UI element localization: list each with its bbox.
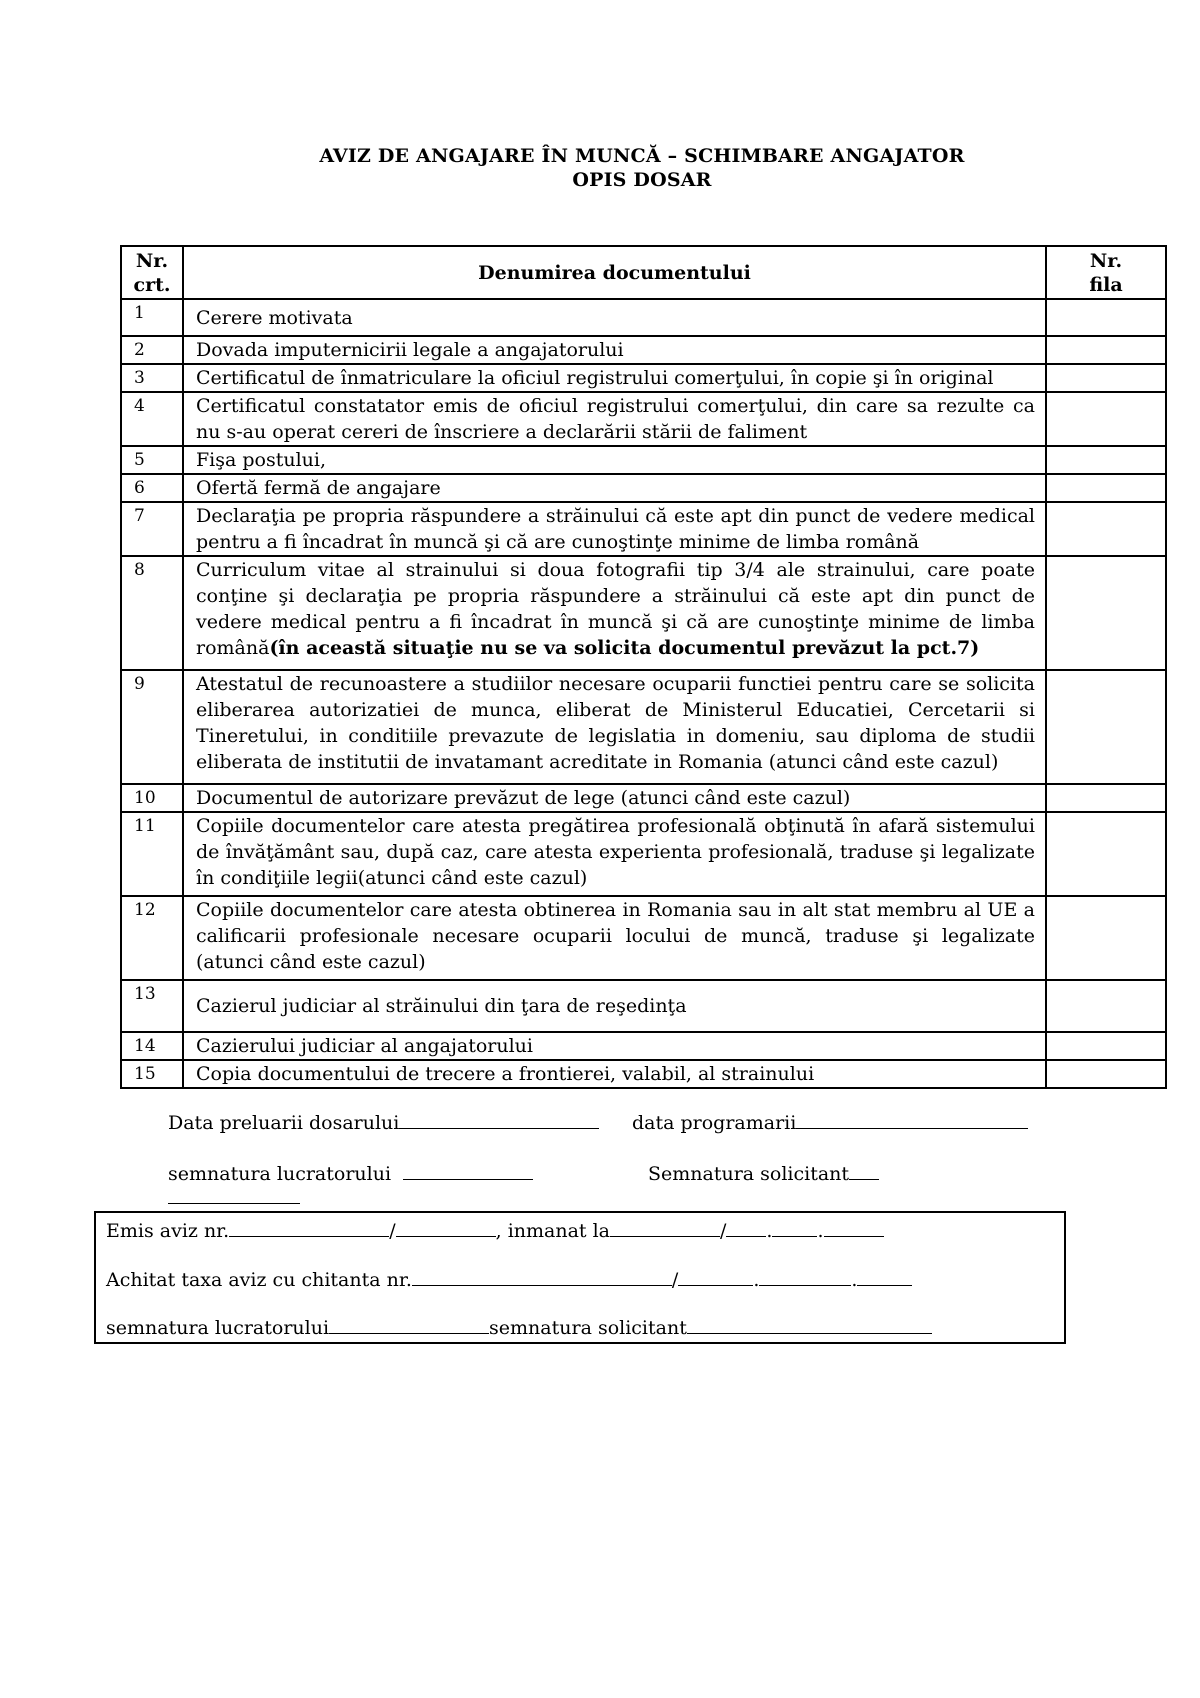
box-semnatura-lucratorului-label: semnatura lucratorului: [106, 1317, 330, 1339]
dot-separator: .: [766, 1220, 773, 1242]
row-fila-cell[interactable]: [1046, 670, 1166, 784]
inmanat-day-blank[interactable]: [726, 1217, 766, 1237]
document-title: [0, 144, 1200, 192]
row-number: 15: [121, 1060, 183, 1088]
slash-separator: /: [671, 1269, 679, 1291]
slash-separator: /: [720, 1220, 727, 1242]
row-number: 1: [121, 299, 183, 336]
row-fila-cell[interactable]: [1046, 502, 1166, 556]
box-semnatura-solicitant-label: semnatura solicitant: [489, 1317, 687, 1339]
dot-separator: .: [753, 1269, 760, 1291]
row-document: Documentul de autorizare prevăzut de lege (atunci când este cazul): [183, 784, 1046, 812]
header-nr-fila: [1046, 246, 1166, 299]
row-fila-cell[interactable]: [1046, 336, 1166, 364]
chitanta-month-blank[interactable]: [759, 1266, 851, 1286]
row-fila-cell[interactable]: [1046, 896, 1166, 980]
box-semnatura-lucratorului-blank[interactable]: [329, 1314, 489, 1334]
semnatura-lucratorului-blank[interactable]: [403, 1160, 533, 1180]
table-row: [121, 446, 1166, 474]
row-number: 9: [121, 670, 183, 784]
emis-aviz-date-blank[interactable]: [396, 1217, 496, 1237]
row-fila-cell[interactable]: [1046, 556, 1166, 670]
row-fila-cell[interactable]: [1046, 446, 1166, 474]
slash-separator: /: [389, 1220, 396, 1242]
table-row: [121, 392, 1166, 446]
semnatura-lucratorului-label: semnatura lucratorului: [168, 1163, 392, 1185]
row-document: Copiile documentelor care atesta pregătirea profesională obţinută în afară sistemului de învăţământ sau, după caz, care atesta experienta profesională, traduse şi legalizate în condiţiile legii(atunci când este cazul): [183, 812, 1046, 896]
row-number: 14: [121, 1032, 183, 1060]
header-crt-label: crt.: [133, 273, 171, 296]
data-programarii-label: data programarii: [632, 1112, 797, 1134]
row-document: Cazierului judiciar al angajatorului: [183, 1032, 1046, 1060]
row-number: 8: [121, 556, 183, 670]
table-row: [121, 299, 1166, 336]
dot-separator: .: [851, 1269, 858, 1291]
row-document: Copia documentului de trecere a frontierei, valabil, al strainului: [183, 1060, 1046, 1088]
row-document: Certificatul de înmatriculare la oficiul registrului comerţului, în copie şi în original: [183, 364, 1046, 392]
semnatura-solicitant-continuation: [168, 1187, 300, 1209]
data-preluarii-line: [168, 1109, 599, 1134]
header-denumirea: Denumirea documentului: [183, 246, 1046, 299]
table-row: [121, 1060, 1166, 1088]
chitanta-day-blank[interactable]: [678, 1266, 753, 1286]
semnatura-solicitant-blank[interactable]: [849, 1160, 879, 1180]
row-number: 5: [121, 446, 183, 474]
box-signatures-row: [106, 1314, 932, 1339]
row-fila-cell[interactable]: [1046, 299, 1166, 336]
emis-aviz-label: Emis aviz nr.: [106, 1220, 230, 1242]
box-semnatura-solicitant-blank[interactable]: [687, 1314, 932, 1334]
table-row: [121, 364, 1166, 392]
inmanat-nr-blank[interactable]: [610, 1217, 720, 1237]
data-preluarii-label: Data preluarii dosarului: [168, 1112, 400, 1134]
semnatura-solicitant-line: [648, 1160, 879, 1185]
row-fila-cell[interactable]: [1046, 784, 1166, 812]
row-document: Dovada imputernicirii legale a angajatorului: [183, 336, 1046, 364]
header-nr-crt: [121, 246, 183, 299]
table-row: [121, 474, 1166, 502]
row-number: 4: [121, 392, 183, 446]
row-number: 10: [121, 784, 183, 812]
title-line-2: OPIS DOSAR: [572, 169, 712, 191]
opis-table: [120, 245, 1167, 1089]
row-number: 12: [121, 896, 183, 980]
row-number: 7: [121, 502, 183, 556]
achitat-taxa-label: Achitat taxa aviz cu chitanta nr.: [106, 1269, 412, 1291]
row-number: 2: [121, 336, 183, 364]
header-nr-label: Nr.: [135, 249, 169, 272]
achitat-taxa-row: [106, 1266, 912, 1291]
row-number: 6: [121, 474, 183, 502]
data-programarii-line: [632, 1109, 1028, 1134]
header-fila-nr-label: Nr.: [1089, 249, 1123, 272]
row-document: Declaraţia pe propria răspundere a străinului că este apt din punct de vedere medical pentru a fi încadrat în muncă şi că are cunoştinţe minime de limba română: [183, 502, 1046, 556]
emis-aviz-nr-blank[interactable]: [229, 1217, 389, 1237]
table-row: [121, 1032, 1166, 1060]
row-document: Ofertă fermă de angajare: [183, 474, 1046, 502]
table-row: [121, 502, 1166, 556]
table-row: [121, 670, 1166, 784]
row-document-bold-note: (în această situaţie nu se va solicita documentul prevăzut la pct.7): [269, 637, 980, 659]
semnatura-solicitant-label: Semnatura solicitant: [648, 1163, 850, 1185]
row-document: Copiile documentelor care atesta obtinerea in Romania sau in alt stat membru al UE a calificarii profesionale necesare ocuparii locului de muncă, traduse şi legalizate (atunci când este cazul): [183, 896, 1046, 980]
row-document: Atestatul de recunoastere a studiilor necesare ocuparii functiei pentru care se solicita eliberarea autorizatiei de munca, eliberat de Ministerul Educatiei, Cercetarii si Tineretului, in conditiile prevazute de legislatia in domeniu, sau diploma de studii eliberata de institutii de invatamant acreditate in Romania (atunci când este cazul): [183, 670, 1046, 784]
row-fila-cell[interactable]: [1046, 1032, 1166, 1060]
aviz-box: [94, 1211, 1066, 1344]
data-preluarii-blank[interactable]: [399, 1109, 599, 1129]
data-programarii-blank[interactable]: [796, 1109, 1028, 1129]
inmanat-label: , inmanat la: [495, 1220, 611, 1242]
row-fila-cell[interactable]: [1046, 474, 1166, 502]
table-row: [121, 812, 1166, 896]
emis-aviz-row: [106, 1217, 884, 1242]
dot-separator: .: [817, 1220, 824, 1242]
semnatura-solicitant-blank-continued[interactable]: [168, 1193, 300, 1204]
table-row: [121, 896, 1166, 980]
chitanta-year-blank[interactable]: [857, 1266, 912, 1286]
table-header-row: [121, 246, 1166, 299]
row-document: [183, 556, 1046, 670]
row-fila-cell[interactable]: [1046, 980, 1166, 1032]
table-row: [121, 784, 1166, 812]
row-fila-cell[interactable]: [1046, 392, 1166, 446]
table-row: [121, 980, 1166, 1032]
row-number: 3: [121, 364, 183, 392]
table-row: [121, 336, 1166, 364]
row-number: 13: [121, 980, 183, 1032]
row-fila-cell[interactable]: [1046, 1060, 1166, 1088]
semnatura-lucratorului-line: [168, 1160, 533, 1185]
row-document: Cazierul judiciar al străinului din ţara de reşedinţa: [183, 980, 1046, 1032]
row-document-text: Curriculum vitae al strainului si doua fotografii tip 3/4 ale strainului, care poate conţine şi declaraţia pe propria răspundere a străinului că este apt din punct de vedere medical pentru a fi încadrat în muncă şi că are cunoştinţe minime de limba română: [196, 559, 1035, 659]
row-document: Cerere motivata: [183, 299, 1046, 336]
table-row: [121, 556, 1166, 670]
row-fila-cell[interactable]: [1046, 364, 1166, 392]
inmanat-month-blank[interactable]: [772, 1217, 817, 1237]
row-document: Fişa postului,: [183, 446, 1046, 474]
header-fila-label: fila: [1089, 273, 1123, 296]
title-line-1: AVIZ DE ANGAJARE ÎN MUNCĂ – SCHIMBARE ANGAJATOR: [319, 145, 965, 167]
chitanta-nr-blank[interactable]: [412, 1266, 672, 1286]
row-document: Certificatul constatator emis de oficiul registrului comerţului, din care sa rezulte ca nu s-au operat cereri de înscriere a declarării stării de faliment: [183, 392, 1046, 446]
inmanat-year-blank[interactable]: [824, 1217, 884, 1237]
row-fila-cell[interactable]: [1046, 812, 1166, 896]
row-number: 11: [121, 812, 183, 896]
